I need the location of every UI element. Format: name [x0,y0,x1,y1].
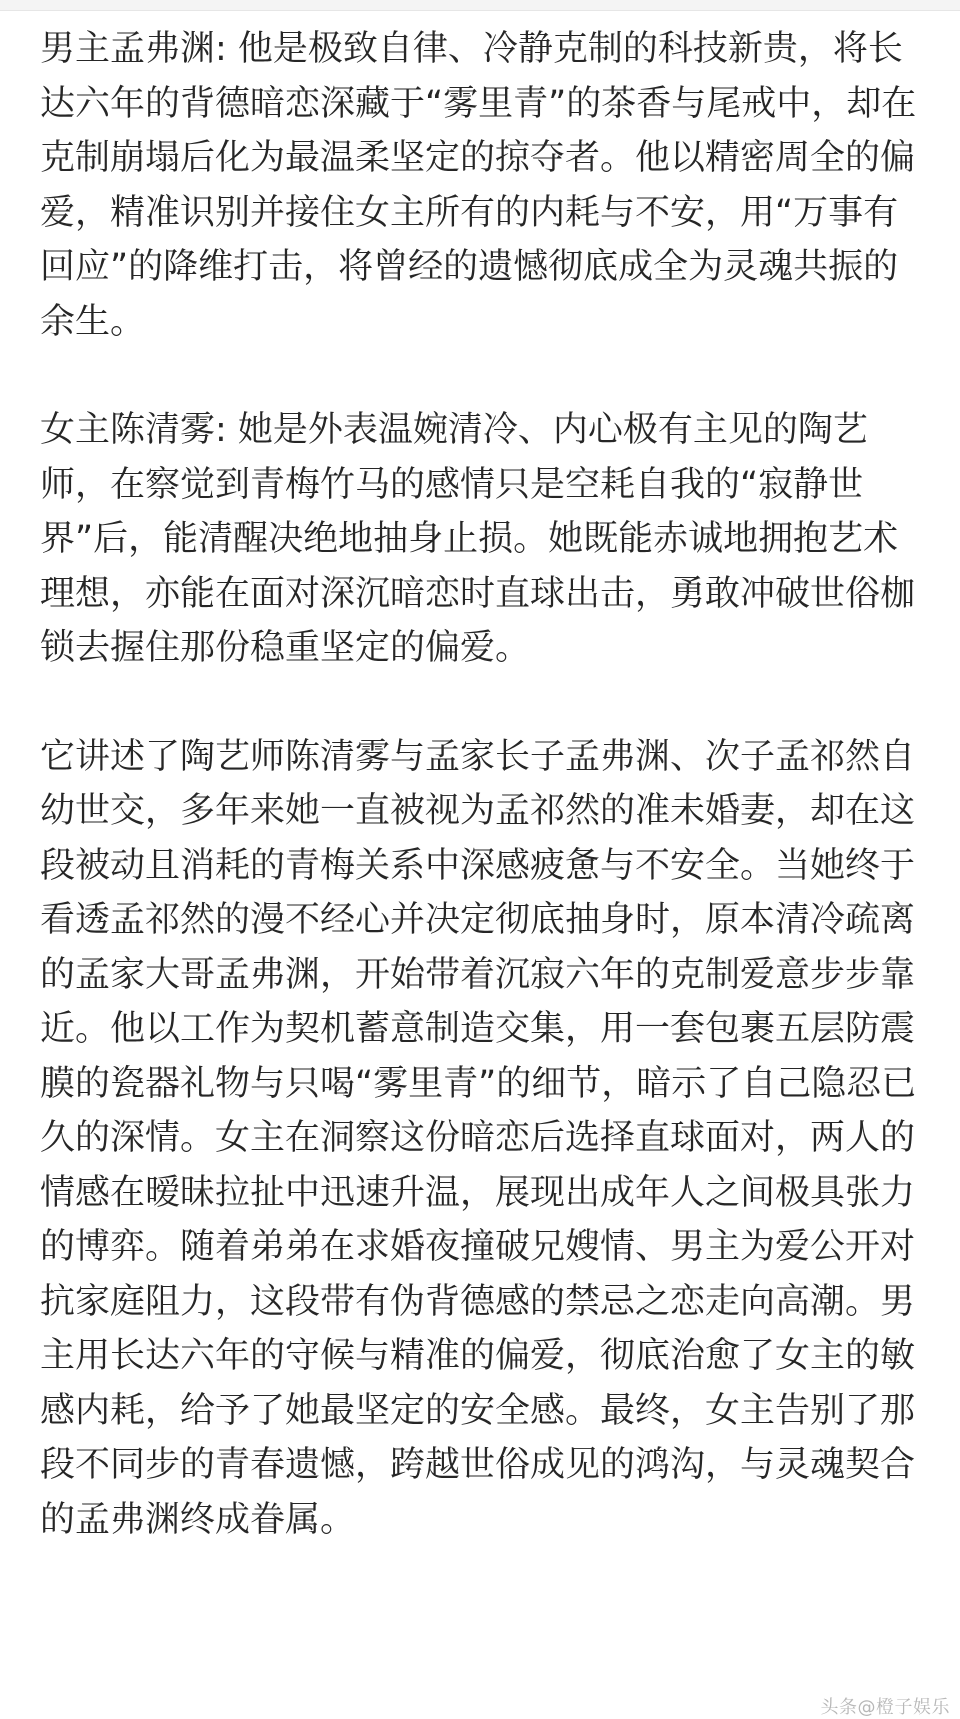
top-divider [0,0,960,11]
paragraph-female-lead: 女主陈清雾: 她是外表温婉清冷、内心极有主见的陶艺师，在察觉到青梅竹马的感情只是空耗自我的“寂静世界”后，能清醒决绝地抽身止损。她既能赤诚地拥抱艺术理想，亦能在面对深沉暗恋时直球出击，勇敢冲破世俗枷锁去握住那份稳重坚定的偏爱。 [40,410,916,668]
source-watermark: 头条@橙子娱乐 [820,1697,950,1718]
article-body [40,22,926,1547]
paragraph-synopsis: 它讲述了陶艺师陈清雾与孟家长子孟弗渊、次子孟祁然自幼世交，多年来她一直被视为孟祁然的准未婚妻，却在这段被动且消耗的青梅关系中深感疲惫与不安全。当她终于看透孟祁然的漫不经心并决定彻底抽身时，原本清冷疏离的孟家大哥孟弗渊，开始带着沉寂六年的克制爱意步步靠近。他以工作为契机蓄意制造交集，用一套包裹五层防震膜的瓷器礼物与只喝“雾里青”的细节，暗示了自己隐忍已久的深情。女主在洞察这份暗恋后选择直球面对，两人的情感在暧昧拉扯中迅速升温，展现出成年人之间极具张力的博弈。随着弟弟在求婚夜撞破兄嫂情、男主为爱公开对抗家庭阻力，这段带有伪背德感的禁忌之恋走向高潮。男主用长达六年的守候与精准的偏爱，彻底治愈了女主的敏感内耗，给予了她最坚定的安全感。最终，女主告别了那段不同步的青春遗憾，跨越世俗成见的鸿沟，与灵魂契合的孟弗渊终成眷属。 [40,736,917,1540]
paragraph-male-lead: 男主孟弗渊: 他是极致自律、冷静克制的科技新贵，将长达六年的背德暗恋深藏于“雾里青”的茶香与尾戒中，却在克制崩塌后化为最温柔坚定的掠夺者。他以精密周全的偏爱，精准识别并接住女主所有的内耗与不安，用“万事有回应”的降维打击，将曾经的遗憾彻底成全为灵魂共振的余生。 [40,29,917,342]
